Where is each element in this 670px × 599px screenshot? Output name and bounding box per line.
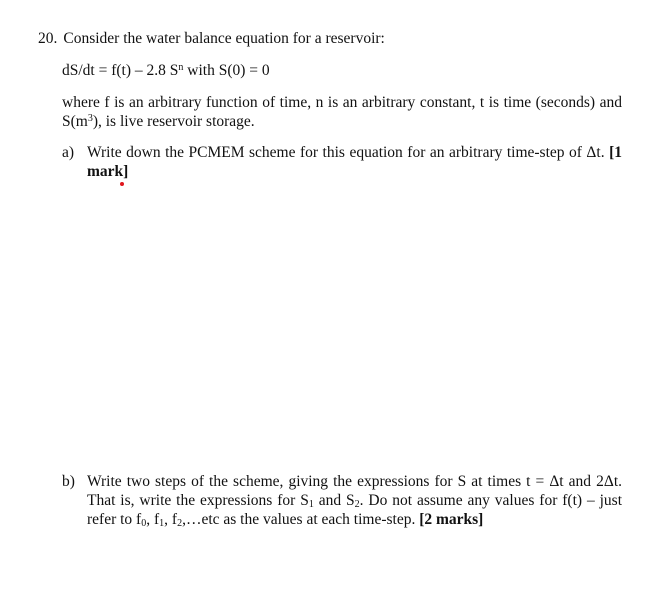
f0-subscript: 0 — [141, 518, 147, 529]
equation-lhs: dS/dt = f(t) – 2.8 S — [62, 62, 179, 79]
annotation-dot — [120, 182, 124, 186]
part-a-letter: a) — [62, 144, 75, 161]
variable-description — [62, 93, 622, 131]
question-number: 20. — [38, 30, 58, 47]
question-title: Consider the water balance equation for a reservoir: — [63, 30, 385, 47]
part-a-body — [87, 143, 622, 181]
f1-subscript: 1 — [159, 518, 165, 529]
s1-subscript: 1 — [308, 499, 314, 510]
description-superscript: 3 — [87, 113, 93, 124]
part-b-sep2: , f — [164, 511, 178, 528]
part-b-and: and S — [313, 492, 355, 509]
description-part2: ), is live reservoir storage. — [92, 113, 255, 130]
part-b-text3: ,…etc as the values at each time-step. — [182, 511, 420, 528]
part-b-body — [87, 472, 622, 529]
equation-exponent: n — [178, 62, 184, 73]
part-b-text2: . Do not assume any values for f(t) – just refer to f — [87, 492, 622, 528]
part-a — [62, 143, 622, 181]
part-b-letter: b) — [62, 473, 75, 490]
part-a-marks: [1 mark] — [87, 144, 622, 180]
part-b — [62, 472, 622, 529]
part-b-marks: [2 marks] — [419, 511, 484, 528]
part-a-text: Write down the PCMEM scheme for this equation for an arbitrary time-step of Δt. — [87, 144, 610, 161]
part-b-sep1: , f — [146, 511, 160, 528]
s2-subscript: 2 — [354, 499, 360, 510]
f2-subscript: 2 — [177, 518, 183, 529]
part-b-text1: Write two steps of the scheme, giving the expressions for S at times t = Δt and 2Δt. That is, write the expressions for S — [87, 473, 622, 509]
description-part1: where f is an arbitrary function of time, n is an arbitrary constant, t is time (seconds) and S(m — [62, 94, 622, 130]
water-balance-equation — [62, 61, 270, 80]
equation-rhs: with S(0) = 0 — [183, 62, 270, 79]
question-heading — [38, 29, 385, 48]
